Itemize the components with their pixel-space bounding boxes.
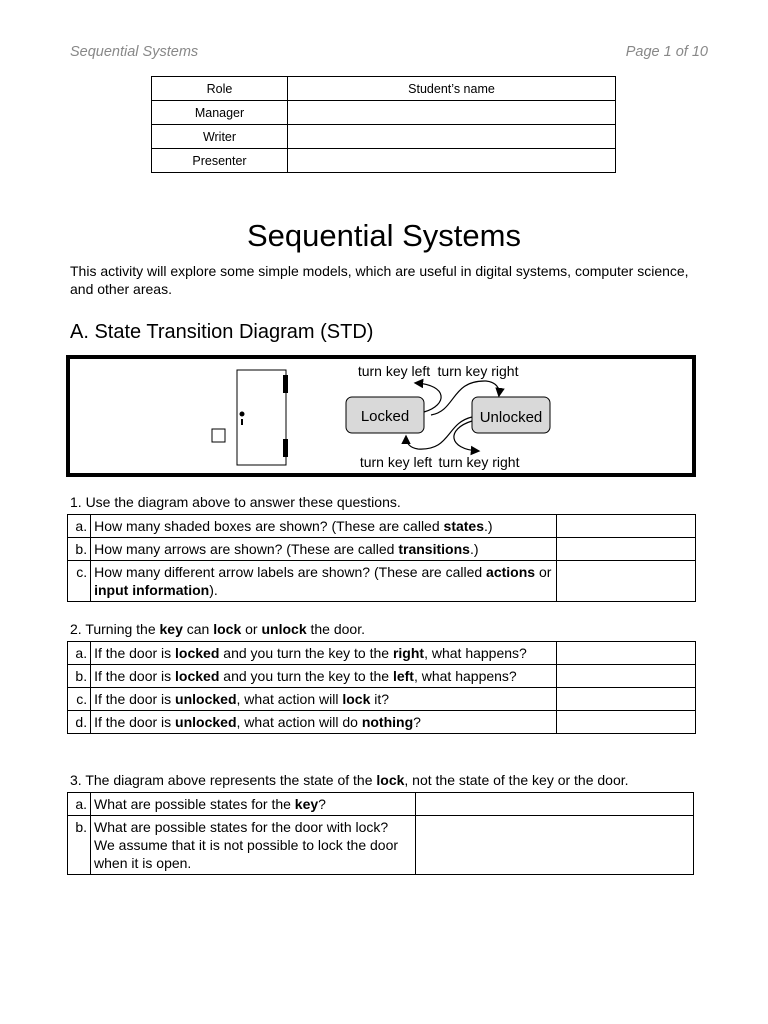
question-2-table <box>67 641 696 734</box>
label-bottom-right: turn key right <box>438 454 520 470</box>
question-1-table <box>67 514 696 602</box>
question-text: If the door is locked and you turn the key to the left, what happens? <box>91 665 557 688</box>
label-top-right: turn key right <box>437 363 519 379</box>
question-letter: c. <box>68 561 91 602</box>
question-letter: a. <box>68 515 91 538</box>
role-cell: Writer <box>152 125 288 149</box>
question-text: How many shaded boxes are shown? (These are called states.) <box>91 515 557 538</box>
answer-cell[interactable] <box>557 642 696 665</box>
question-text: What are possible states for the door with lock? We assume that it is not possible to lock the door when it is open. <box>91 816 416 875</box>
roles-header-role: Role <box>152 77 288 101</box>
question-text: How many different arrow labels are shown? (These are called actions or input information). <box>91 561 557 602</box>
question-letter: a. <box>68 793 91 816</box>
question-3-table <box>67 792 694 875</box>
question-text: If the door is unlocked, what action will do nothing? <box>91 711 557 734</box>
label-bottom-left: turn key left <box>359 454 433 470</box>
answer-cell[interactable] <box>557 711 696 734</box>
answer-cell[interactable] <box>557 688 696 711</box>
question-row <box>68 793 694 816</box>
roles-table <box>151 76 616 173</box>
intro-paragraph: This activity will explore some simple models, which are useful in digital systems, computer science, and other areas. <box>70 263 689 297</box>
answer-cell[interactable] <box>415 793 693 816</box>
question-letter: c. <box>68 688 91 711</box>
roles-header-student-name: Student’s name <box>288 77 616 101</box>
question-letter: d. <box>68 711 91 734</box>
student-name-cell[interactable] <box>288 149 616 173</box>
answer-cell[interactable] <box>557 538 696 561</box>
answer-cell[interactable] <box>557 561 696 602</box>
question-text: If the door is locked and you turn the key to the right, what happens? <box>91 642 557 665</box>
label-top-left: turn key left <box>357 363 431 379</box>
roles-header-row <box>152 77 616 101</box>
role-cell: Manager <box>152 101 288 125</box>
question-row <box>68 561 696 602</box>
question-letter: a. <box>68 642 91 665</box>
state-unlocked-label: Unlocked <box>479 409 543 426</box>
question-row <box>68 711 696 734</box>
page-title: Sequential Systems <box>247 218 521 253</box>
question-row <box>68 816 694 875</box>
header-left: Sequential Systems <box>70 44 199 60</box>
section-a-heading: A. State Transition Diagram (STD) <box>70 321 374 343</box>
question-text: What are possible states for the key? <box>91 793 416 816</box>
question-letter: b. <box>68 538 91 561</box>
question-text: How many arrows are shown? (These are called transitions.) <box>91 538 557 561</box>
question-row <box>68 688 696 711</box>
student-name-cell[interactable] <box>288 101 616 125</box>
roles-row <box>152 101 616 125</box>
answer-cell[interactable] <box>557 665 696 688</box>
small-checkbox-icon <box>212 429 225 442</box>
question-1-heading: 1. Use the diagram above to answer these questions. <box>70 494 401 510</box>
student-name-cell[interactable] <box>288 125 616 149</box>
header-page-number: Page 1 of 10 <box>625 44 708 60</box>
roles-row <box>152 125 616 149</box>
question-row <box>68 642 696 665</box>
answer-cell[interactable] <box>415 816 693 875</box>
question-letter: b. <box>68 816 91 875</box>
roles-row <box>152 149 616 173</box>
state-transition-diagram <box>66 355 696 477</box>
question-row <box>68 665 696 688</box>
question-2-heading: 2. Turning the key can lock or unlock the door. <box>70 621 365 637</box>
answer-cell[interactable] <box>557 515 696 538</box>
role-cell: Presenter <box>152 149 288 173</box>
door-icon <box>237 370 288 465</box>
question-row <box>68 538 696 561</box>
question-3-heading: 3. The diagram above represents the state of the lock, not the state of the key or the door. <box>70 772 629 788</box>
state-locked-label: Locked <box>360 408 410 425</box>
question-letter: b. <box>68 665 91 688</box>
question-text: If the door is unlocked, what action will lock it? <box>91 688 557 711</box>
question-row <box>68 515 696 538</box>
